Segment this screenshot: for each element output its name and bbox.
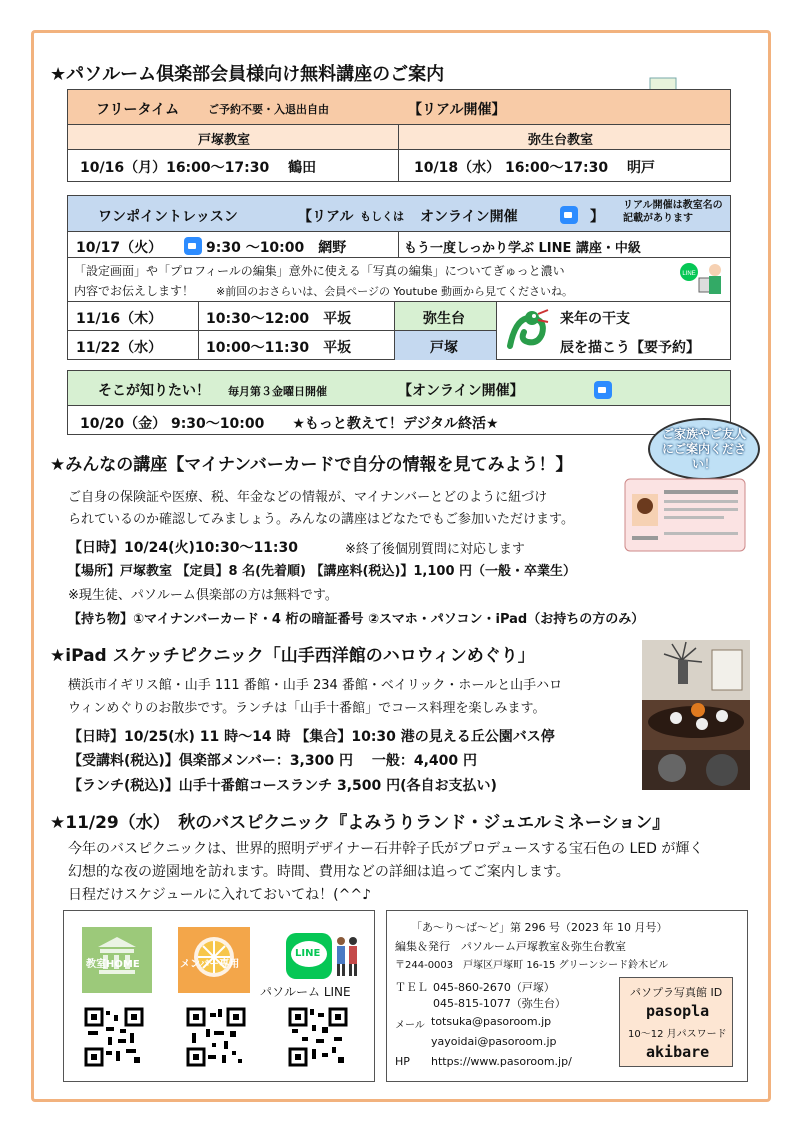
member-link[interactable] xyxy=(178,927,250,993)
invite-bubble xyxy=(648,418,760,480)
bubble-text: ご家族やご友人にご案内ください！ xyxy=(662,426,747,471)
mynumber-heading: ★みんなの講座【マイナンバーカードで自分の情報を見てみよう！】 xyxy=(50,455,573,475)
onepoint-tag-a: 【リアル xyxy=(298,209,354,225)
photo-id-box xyxy=(619,977,733,1067)
home-label: 教室HOME xyxy=(86,959,140,970)
publisher: 編集＆発行 パソルーム戸塚教室＆弥生台教室 xyxy=(395,940,626,953)
line-logo-text: LINE xyxy=(295,948,321,959)
onepoint-desc2a: 内容でお伝えします！ xyxy=(74,284,195,298)
sokoga-title: そこが知りたい！ xyxy=(98,383,210,399)
r2-date: 11/22（水） xyxy=(76,340,163,356)
dragon-illustration xyxy=(502,306,552,356)
r2-place: 戸塚 xyxy=(430,340,458,356)
topic2: 辰を描こう【要予約】 xyxy=(560,340,700,356)
zoom-icon xyxy=(560,206,578,224)
bus-p1: 今年のバスピクニックは、世界的照明デザイナー石井幹子氏がプロデュースする宝石色の LED が輝く xyxy=(68,841,704,857)
address: 〒244-0003 戸塚区戸塚町 16-15 グリーンシード鈴木ビル xyxy=(395,960,669,971)
onepoint-tag-d: 】 xyxy=(590,209,604,225)
links-box xyxy=(63,910,375,1082)
mynumber-card-illustration xyxy=(624,478,746,552)
ipad-heading: ★iPad スケッチピクニック「山手西洋館のハロウィンめぐり」 xyxy=(50,646,535,666)
qr-code-home[interactable] xyxy=(84,1007,144,1067)
mynumber-l2: 【場所】戸塚教室 【定員】8 名(先着順) 【講座料(税込)】1,100 円（一般・卒業生） xyxy=(68,564,577,579)
ipad-l1: 【日時】10/25(水) 11 時～14 時 【集合】10:30 港の見える丘公園バス停 xyxy=(68,729,555,745)
onepoint-tag-c: オンライン開催 xyxy=(420,209,518,225)
zoom-icon xyxy=(184,237,202,255)
qr-code-line[interactable] xyxy=(288,1007,348,1067)
freetime-sub: ご予約不要・入退出自由 xyxy=(208,103,329,116)
member-label: メンバー専用 xyxy=(180,959,240,970)
column-divider xyxy=(398,125,399,182)
r2-time: 10:00～11:30 平坂 xyxy=(206,340,352,356)
freetime-col2: 弥生台教室 xyxy=(528,133,594,148)
bus-heading: ★11/29（水） 秋のバスピクニック『よみうりランド・ジュエルミネーション』 xyxy=(50,813,670,833)
mynumber-p1: ご自身の保険証や医療、税、年金などの情報が、マイナンバーとどのように紐づけ xyxy=(68,490,548,505)
sokoga-tag: 【オンライン開催】 xyxy=(398,383,524,399)
home-link[interactable] xyxy=(82,927,152,993)
sokoga-sub: 毎月第３金曜日開催 xyxy=(228,385,327,398)
sokoga-box xyxy=(67,370,731,435)
zoom-icon xyxy=(594,381,612,399)
tel2: 045-815-1077（弥生台） xyxy=(433,997,566,1010)
colophon-box xyxy=(386,910,748,1082)
issue: 「あ～り～ば～ど」第 296 号（2023 年 10 月号） xyxy=(411,921,668,934)
line-lesson-illustration xyxy=(675,260,727,300)
hp-link[interactable]: https://www.pasoroom.jp/ xyxy=(431,1055,572,1068)
halloween-room-photo xyxy=(642,640,750,790)
freetime-tag: 【リアル開催】 xyxy=(408,102,506,118)
tel-label: ＴＥＬ xyxy=(395,981,428,994)
svg-text:LINE: LINE xyxy=(682,271,696,277)
mynumber-l4: 【持ち物】①マイナンバーカード・4 桁の暗証番号 ②スマホ・パソコン・iPad（お持ちの方のみ） xyxy=(68,612,645,627)
onepoint-title: ワンポイントレッスン xyxy=(98,209,238,225)
mynumber-l3: ※現生徒、パソルーム倶楽部の方は無料です。 xyxy=(68,588,338,603)
onepoint-date: 10/17（火） xyxy=(76,240,163,256)
r1-date: 11/16（木） xyxy=(76,311,163,327)
mail-label: メール xyxy=(395,1020,425,1031)
mynumber-l1a: 【日時】10/24(火)10:30～11:30 xyxy=(68,540,299,556)
mail1[interactable]: totsuka@pasoroom.jp xyxy=(431,1015,552,1028)
topic1: 来年の干支 xyxy=(560,311,630,327)
id-label: パソプラ写真館 ID xyxy=(630,986,723,999)
mynumber-l1b: ※終了後個別質問に対応します xyxy=(345,542,525,557)
ipad-p2: ウィンめぐりのお散歩です。ランチは「山手十番館」でコース料理を楽しみます。 xyxy=(68,701,546,716)
pw-label: 10～12 月パスワード xyxy=(628,1029,727,1040)
ipad-l3: 【ランチ(税込)】山手十番館コースランチ 3,500 円(各自お支払い) xyxy=(68,778,497,794)
pw-value: akibare xyxy=(646,1043,710,1061)
bus-p3: 日程だけスケジュールに入れておいてね！(^^♪ xyxy=(68,887,372,903)
people-icon xyxy=(334,935,360,979)
bus-p2: 幻想的な夜の遊園地を訪れます。時間、費用などの詳細は追ってご案内します。 xyxy=(68,864,570,880)
mynumber-p2: られているのか確認してみましょう。みんなの講座はどなたでもご参加いただけます。 xyxy=(68,512,574,527)
ipad-p1: 横浜市イギリス館・山手 111 番館・山手 234 番館・ベイリック・ホールと山手ハロ xyxy=(68,678,563,693)
onepoint-desc1: 「設定画面」や「プロフィールの編集」意外に使える「写真の編集」についてぎゅっと濃い xyxy=(74,264,565,278)
freetime-slot1: 10/16（月）16:00～17:30 鶴田 xyxy=(80,160,317,176)
hp-label: HP xyxy=(395,1055,410,1068)
onepoint-time: 9:30 ～10:00 網野 xyxy=(206,240,347,256)
freetime-title: フリータイム xyxy=(96,102,180,118)
tel1: 045-860-2670（戸塚） xyxy=(433,981,555,994)
ipad-l2: 【受講料(税込)】倶楽部メンバー：3,300 円 一般：4,400 円 xyxy=(68,753,478,769)
line-link[interactable] xyxy=(286,933,332,979)
onepoint-course: もう一度しっかり学ぶ LINE 講座・中級 xyxy=(404,241,641,256)
onepoint-note: リアル開催は教室名の記載があります xyxy=(623,200,723,224)
sokoga-line: 10/20（金） 9:30～10:00 ★もっと教えて！デジタル終活★ xyxy=(80,416,499,432)
id-value: pasopla xyxy=(646,1002,710,1020)
r1-time: 10:30～12:00 平坂 xyxy=(206,311,352,327)
line-label: パソルーム LINE xyxy=(260,985,351,999)
qr-code-member[interactable] xyxy=(186,1007,246,1067)
onepoint-tag-b: もしくは xyxy=(360,210,404,223)
r1-place: 弥生台 xyxy=(423,311,465,327)
mail2[interactable]: yayoidai@pasoroom.jp xyxy=(431,1035,557,1048)
freetime-box xyxy=(67,89,731,182)
onepoint-box xyxy=(67,195,731,360)
freetime-col1: 戸塚教室 xyxy=(198,133,251,148)
freetime-slot2: 10/18（水） 16:00～17:30 明戸 xyxy=(414,160,655,176)
main-heading: ★パソルーム倶楽部会員様向け無料講座のご案内 xyxy=(50,64,445,85)
onepoint-desc2b: ※前回のおさらいは、会員ページの Youtube 動画から見てくださいね。 xyxy=(216,285,573,298)
